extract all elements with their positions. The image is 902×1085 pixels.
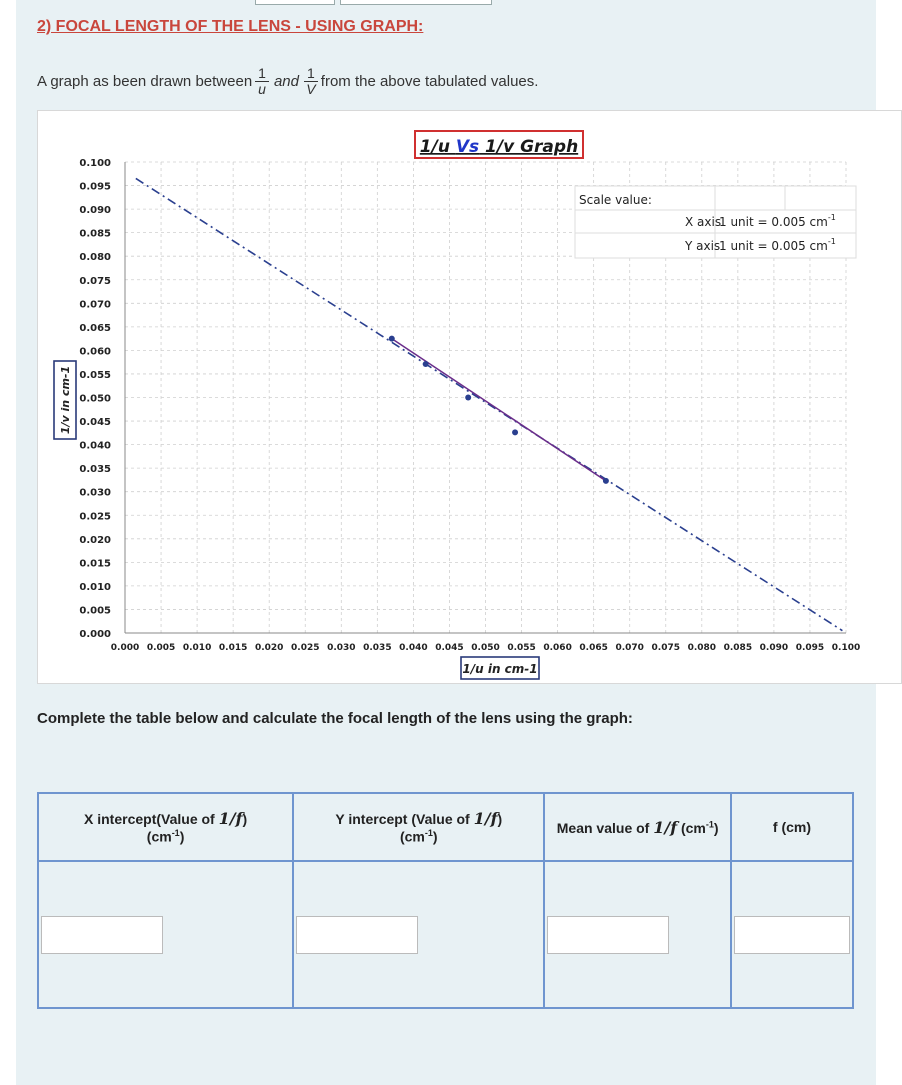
- y-tick-label: 0.010: [79, 581, 111, 593]
- x-tick-label: 0.020: [254, 643, 284, 653]
- y-tick-label: 0.065: [79, 322, 111, 334]
- y-tick-label: 0.100: [79, 158, 111, 169]
- y-tick-label: 0.080: [79, 252, 111, 264]
- y-tick-label: 0.015: [79, 558, 111, 570]
- y-tick-label: 0.025: [79, 511, 111, 523]
- focal-length-input[interactable]: [734, 916, 850, 954]
- header-unit-close: ): [713, 819, 719, 836]
- frac-denominator: V: [306, 81, 316, 97]
- scale-y-axis-value: [719, 237, 836, 253]
- x-tick-label: 0.000: [110, 643, 140, 653]
- y-tick-label: 0.030: [79, 487, 111, 499]
- x-intercept-input[interactable]: [41, 916, 163, 954]
- fit-line: [392, 339, 606, 481]
- header-text: Mean value of: [556, 819, 654, 836]
- y-axis-title: [54, 361, 76, 439]
- intro-text: [37, 66, 538, 97]
- y-tick-label: 0.095: [79, 181, 111, 193]
- header-close: ): [242, 811, 248, 828]
- scale-x-value-text: 1 unit = 0.005 cm: [719, 215, 828, 229]
- y-tick-label: 0.060: [79, 346, 111, 358]
- previous-tab-edge[interactable]: [255, 0, 335, 5]
- table-input-row: [38, 861, 853, 1008]
- header-y-intercept: [293, 793, 544, 861]
- header-focal-length: [731, 793, 853, 861]
- header-fraction: 1/f: [473, 809, 498, 829]
- section-heading: 2) FOCAL LENGTH OF THE LENS - USING GRAPH:: [37, 18, 424, 35]
- mean-value-input[interactable]: [547, 916, 669, 954]
- header-unit-exp: -1: [171, 828, 180, 839]
- y-tick-label: 0.050: [79, 393, 111, 405]
- x-tick-label: 0.075: [651, 643, 680, 653]
- data-point: [389, 336, 395, 342]
- intro-and: and: [273, 73, 299, 90]
- intro-before: A graph as been drawn between: [37, 73, 253, 90]
- header-text: Y intercept (Value of: [335, 811, 474, 828]
- header-fraction: 1/f: [653, 817, 678, 837]
- header-text: f (cm): [772, 819, 812, 835]
- scale-table-header: Scale value:: [579, 193, 652, 207]
- header-unit-exp: -1: [424, 828, 433, 839]
- scale-x-exp: -1: [827, 213, 836, 222]
- data-point: [465, 395, 471, 401]
- chart-title: [415, 131, 583, 158]
- x-tick-label: 0.065: [579, 643, 608, 653]
- x-axis-title: [461, 657, 539, 679]
- scale-x-axis-label: X axis: [685, 215, 722, 229]
- header-x-intercept: [38, 793, 293, 861]
- scale-y-exp: -1: [827, 237, 836, 246]
- header-close: ): [497, 811, 503, 828]
- chart-title-text: [420, 137, 578, 157]
- x-tick-label: 0.080: [687, 643, 717, 653]
- data-point: [423, 361, 429, 367]
- frac-denominator: u: [258, 81, 266, 97]
- cell-focal-length: [731, 861, 853, 1008]
- y-tick-label: 0.005: [79, 605, 111, 617]
- y-axis-title-text: 1/v in cm-1: [59, 365, 72, 435]
- x-tick-labels: [111, 643, 860, 653]
- x-tick-label: 0.095: [795, 643, 825, 653]
- scale-y-value-text: 1 unit = 0.005 cm: [719, 239, 828, 253]
- y-tick-label: 0.000: [79, 629, 111, 640]
- header-unit-close: ): [179, 828, 185, 845]
- x-tick-label: 0.060: [543, 643, 572, 653]
- frac-numerator: 1: [304, 66, 318, 82]
- x-axis-title-text: 1/u in cm-1: [462, 662, 538, 676]
- x-tick-label: 0.030: [327, 643, 356, 653]
- x-tick-label: 0.045: [435, 643, 464, 653]
- data-point: [512, 429, 518, 435]
- fraction-one-over-v: [304, 66, 318, 97]
- title-vs: Vs: [455, 137, 480, 157]
- x-tick-label: 0.005: [146, 643, 176, 653]
- y-tick-label: 0.075: [79, 275, 111, 287]
- focal-length-table: [37, 792, 854, 1009]
- x-tick-label: 0.070: [615, 643, 644, 653]
- chart-svg: [38, 111, 902, 685]
- x-tick-label: 0.015: [218, 643, 248, 653]
- header-close: (cm: [677, 819, 706, 836]
- cell-mean-value: [544, 861, 731, 1008]
- y-tick-label: 0.085: [79, 228, 111, 240]
- data-point: [603, 478, 609, 484]
- previous-tab-edge-2[interactable]: [340, 0, 492, 5]
- fraction-one-over-u: [255, 66, 269, 97]
- scale-y-axis-label: Y axis: [685, 239, 721, 253]
- header-mean-value: [544, 793, 731, 861]
- cell-y-intercept: [293, 861, 544, 1008]
- y-intercept-input[interactable]: [296, 916, 418, 954]
- title-part1: 1/u: [419, 137, 456, 157]
- y-tick-label: 0.045: [79, 417, 111, 429]
- x-tick-label: 0.025: [291, 643, 320, 653]
- x-tick-label: 0.050: [471, 643, 500, 653]
- x-tick-label: 0.040: [399, 643, 428, 653]
- graph-area: [37, 110, 902, 684]
- header-unit: (cm: [399, 828, 425, 845]
- table-header-row: [38, 793, 853, 861]
- scale-value-table: [575, 186, 856, 258]
- instruction-text: Complete the table below and calculate the focal length of the lens using the graph:: [37, 710, 633, 727]
- cell-x-intercept: [38, 861, 293, 1008]
- x-tick-label: 0.055: [507, 643, 536, 653]
- header-unit-close: ): [432, 828, 438, 845]
- intro-after: from the above tabulated values.: [320, 73, 539, 90]
- y-tick-label: 0.040: [79, 440, 111, 452]
- title-part2: 1/v Graph: [479, 137, 579, 157]
- x-tick-label: 0.035: [363, 643, 392, 653]
- y-tick-labels: [79, 158, 111, 640]
- y-tick-label: 0.070: [79, 299, 111, 311]
- header-text: X intercept(Value of: [84, 811, 219, 828]
- y-tick-label: 0.090: [79, 205, 111, 217]
- x-tick-label: 0.100: [831, 643, 861, 653]
- x-tick-label: 0.090: [759, 643, 789, 653]
- y-tick-label: 0.055: [79, 369, 111, 381]
- y-tick-label: 0.020: [79, 534, 111, 546]
- x-tick-label: 0.085: [723, 643, 753, 653]
- frac-numerator: 1: [255, 66, 269, 82]
- header-unit-exp: -1: [705, 818, 714, 829]
- header-fraction: 1/f: [218, 809, 243, 829]
- y-tick-label: 0.035: [79, 464, 111, 476]
- header-unit: (cm: [146, 828, 172, 845]
- x-tick-label: 0.010: [182, 643, 212, 653]
- scale-x-axis-value: [719, 213, 836, 229]
